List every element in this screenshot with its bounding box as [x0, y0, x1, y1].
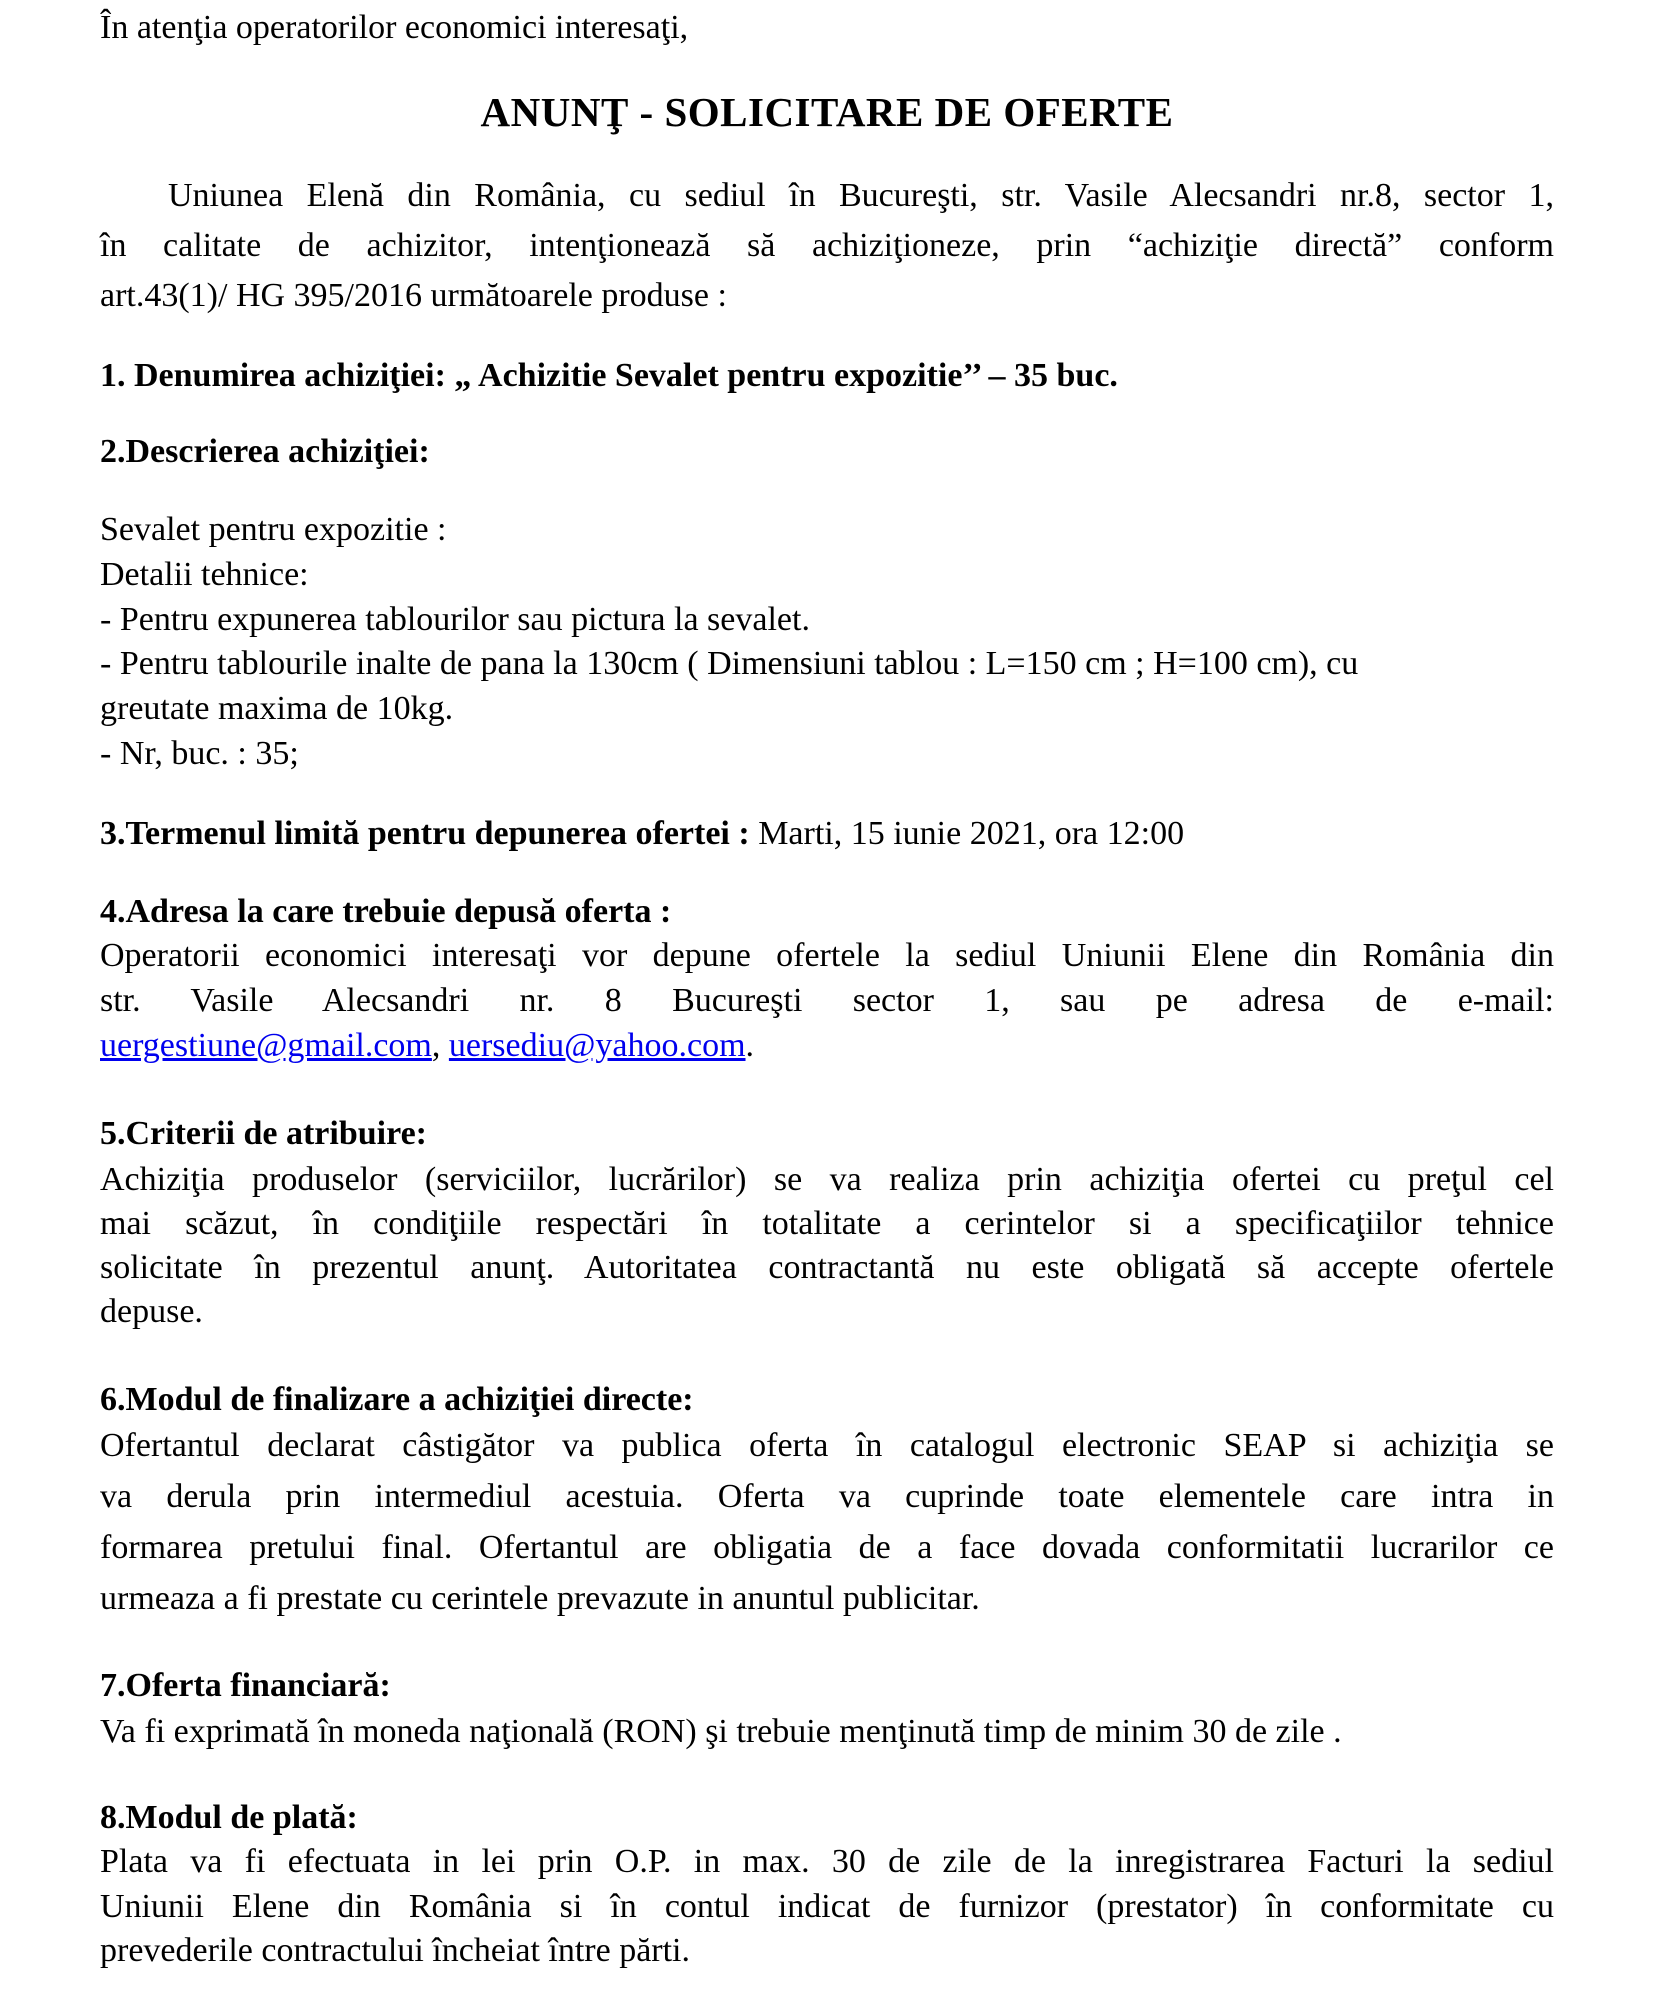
section-6-line-3: formarea pretului final. Ofertantul are obligatia de a face dovada conformitatii lucrarilor ce — [100, 1529, 1554, 1566]
section-5-heading: 5.Criterii de atribuire: — [100, 1115, 428, 1152]
section-3-deadline: Marti, 15 iunie 2021, ora 12:00 — [749, 815, 1185, 852]
section-6-heading: 6.Modul de finalizare a achiziţiei directe: — [100, 1381, 694, 1418]
section-5-line-2: mai scăzut, în condiţiile respectări în totalitate a cerintelor si a specificaţiilor tehnice — [100, 1205, 1554, 1242]
section-5-line-4: depuse. — [100, 1293, 203, 1330]
email-end: . — [745, 1027, 755, 1064]
section-4-heading: 4.Adresa la care trebuie depusă oferta : — [100, 893, 672, 930]
section-1-title: 1. Denumirea achiziţiei: „ Achizitie Sevalet pentru expozitie’’ – 35 buc. — [100, 357, 1118, 394]
section-4-line-1: Operatorii economici interesaţi vor depune ofertele la sediul Uniunii Elene din România din — [100, 937, 1554, 974]
section-8-line-1: Plata va fi efectuata in lei prin O.P. in max. 30 de zile de la inregistrarea Facturi la sediul — [100, 1843, 1554, 1880]
section-8-heading: 8.Modul de plată: — [100, 1799, 358, 1836]
section-4-line-2: str. Vasile Alecsandri nr. 8 Bucureşti sector 1, sau pe adresa de e-mail: — [100, 982, 1554, 1019]
section-4-emails — [100, 1024, 1554, 1068]
section-6-line-2: va derula prin intermediul acestuia. Oferta va cuprinde toate elementele care intra in — [100, 1478, 1554, 1515]
section-8-line-2: Uniunii Elene din România si în contul indicat de furnizor (prestator) în conformitate cu — [100, 1888, 1554, 1925]
section-5-line-3: solicitate în prezentul anunţ. Autoritatea contractantă nu este obligată să accepte ofertele — [100, 1249, 1554, 1286]
section-3 — [100, 812, 1554, 856]
section-2-line-5: greutate maxima de 10kg. — [100, 690, 454, 727]
section-6-line-1: Ofertantul declarat câstigător va publica oferta în catalogul electronic SEAP si achiziţia se — [100, 1427, 1554, 1464]
section-8-line-3: prevederile contractului încheiat între părti. — [100, 1932, 691, 1969]
intro-line-2: în calitate de achizitor, intenţionează să achiziţioneze, prin “achiziţie directă” conform — [100, 227, 1554, 264]
section-2-line-3: - Pentru expunerea tablourilor sau pictura la sevalet. — [100, 601, 810, 638]
intro-line-3: art.43(1)/ HG 395/2016 următoarele produse : — [100, 277, 727, 314]
section-2-line-4: - Pentru tablourile inalte de pana la 130cm ( Dimensiuni tablou : L=150 cm ; H=100 cm), cu — [100, 645, 1359, 682]
greeting: În atenţia operatorilor economici interesaţi, — [100, 9, 689, 46]
section-6-line-4: urmeaza a fi prestate cu cerintele prevazute in anuntul publicitar. — [100, 1580, 980, 1617]
section-3-heading: 3.Termenul limită pentru depunerea ofertei : — [100, 815, 750, 852]
intro-line-1: Uniunea Elenă din România, cu sediul în Bucureşti, str. Vasile Alecsandri nr.8, sector 1, — [168, 177, 1554, 214]
email-separator: , — [431, 1027, 449, 1064]
section-2-heading: 2.Descrierea achiziţiei: — [100, 433, 430, 470]
section-2-line-6: - Nr, buc. : 35; — [100, 735, 299, 772]
email-link-yahoo[interactable]: uersediu@yahoo.com — [448, 1027, 746, 1064]
document-title: ANUNŢ - SOLICITARE DE OFERTE — [480, 89, 1174, 135]
section-7-line-1: Va fi exprimată în moneda naţională (RON) şi trebuie menţinută timp de minim 30 de zile . — [100, 1713, 1342, 1750]
section-7-heading: 7.Oferta financiară: — [100, 1667, 391, 1704]
section-5-line-1: Achiziţia produselor (serviciilor, lucrărilor) se va realiza prin achiziţia ofertei cu preţul cel — [100, 1161, 1554, 1198]
email-link-gmail[interactable]: uergestiune@gmail.com — [100, 1027, 432, 1064]
section-2-line-2: Detalii tehnice: — [100, 556, 309, 593]
section-2-line-1: Sevalet pentru expozitie : — [100, 511, 447, 548]
